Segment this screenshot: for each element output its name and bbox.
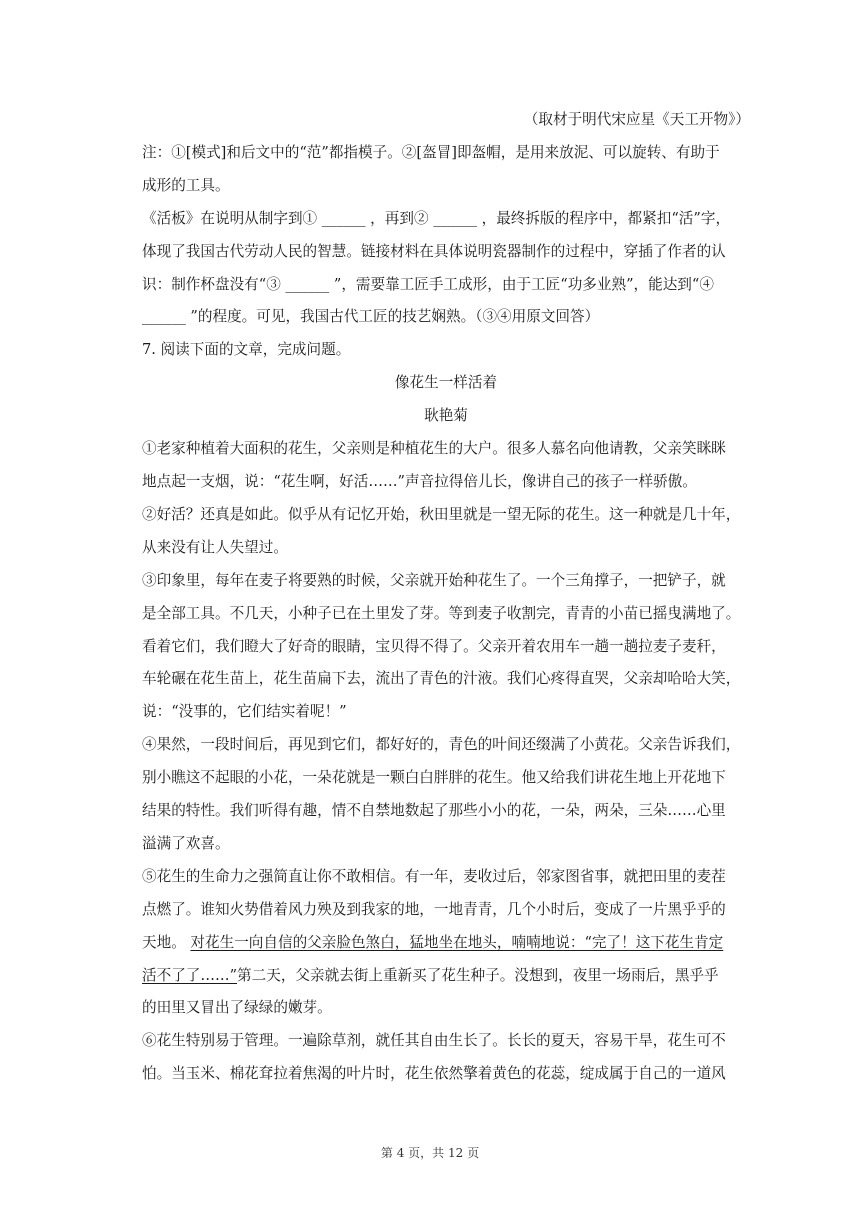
paragraph-line: 点燃了。谁知火势借着风力殃及到我家的地，一地青青，几个小时后，变成了一片黑乎乎的	[142, 900, 726, 918]
plain-text: 第二天，父亲就去街上重新买了花生种子。没想到，夜里一场雨后，黑乎乎	[237, 966, 719, 984]
paragraph-line	[142, 960, 750, 993]
paragraph-line: ⑤花生的生命力之强简直让你不敢相信。有一年，麦收过后，邻家图省事，就把田里的麦茬	[142, 867, 726, 885]
paragraph-line: 地点起一支烟，说：“花生啊，好活……”声音拉得倍儿长，像讲自己的孩子一样骄傲。	[142, 472, 697, 490]
paragraph-line: 结果的特性。我们听得有趣，情不自禁地数起了那些小小的花，一朵，两朵，三朵……心里	[142, 802, 726, 820]
paragraph-line: 怕。当玉米、棉花耷拉着焦渴的叶片时，花生依然擎着黄色的花蕊，绽成属于自己的一道风	[142, 1065, 726, 1083]
underlined-sentence: 对花生一向自信的父亲脸色煞白，猛地坐在地头，喃喃地说：“完了！这下花生肯定	[190, 933, 724, 951]
article-title: 像花生一样活着	[394, 374, 498, 392]
plain-text: 天地。	[142, 933, 191, 951]
article-paragraphs	[142, 433, 750, 927]
source-citation: （取材于明代宋应星《天工开物》）	[523, 111, 750, 128]
paragraph-line: ④果然，一段时间后，再见到它们，都好好的，青色的叶间还缀满了小黄花。父亲告诉我们，	[142, 736, 741, 754]
paragraph-line: 溢满了欢喜。	[142, 834, 230, 852]
paragraph-line: ②好活？还真是如此。似乎从有记忆开始，秋田里就是一望无际的花生。这一种就是几十年，	[142, 505, 741, 523]
paragraph-line: 车轮碾在花生苗上，花生苗扁下去，流出了青色的汁液。我们心疼得直哭，父亲却哈哈大笑，	[142, 670, 741, 688]
note-line: 注：①[模式]和后文中的“范”都指模子。②[盔冒]即盔帽，是用来放泥、可以旋转、有助于	[142, 143, 720, 161]
question-6-line: ______ ”的程度。可见，我国古代工匠的技艺娴熟。（③④用原文回答）	[142, 308, 600, 326]
question-6-line: 体现了我国古代劳动人民的智慧。链接材料在具体说明瓷器制作的过程中，穿插了作者的认	[142, 242, 726, 260]
article-author: 耿艳菊	[424, 407, 468, 425]
paragraph-line: 从来没有让人失望过。	[142, 538, 288, 556]
note-line: 成形的工具。	[142, 176, 230, 194]
paragraph-line: ①老家种植着大面积的花生，父亲则是种植花生的大户。很多人慕名向他请教，父亲笑眯眯	[142, 440, 726, 458]
question-7-intro: 7. 阅读下面的文章，完成问题。	[142, 341, 351, 359]
paragraph-line	[142, 927, 750, 960]
page-footer: 第 4 页，共 12 页	[380, 1146, 480, 1160]
paragraph-line: ⑥花生特别易于管理。一遍除草剂，就任其自由生长了。长长的夏天，容易干旱，花生可不	[142, 1032, 726, 1050]
paragraph-line: 是全部工具。不几天，小种子已在土里发了芽。等到麦子收割完，青青的小苗已摇曳满地了。	[142, 604, 741, 622]
paragraph-line: 说：“没事的，它们结实着呢！”	[142, 703, 347, 721]
question-6-line: 《活板》在说明从制字到① ______ ，再到② ______ ，最终拆版的程序中，都紧扣“活”字，	[142, 209, 731, 227]
question-6-line: 识：制作杯盘没有“③ ______ ”，需要靠工匠手工成形，由于工匠“功多业熟”，能达到“④	[142, 275, 714, 293]
paragraph-line: 的田里又冒出了绿绿的嫩芽。	[142, 999, 332, 1017]
document-body	[142, 104, 750, 1091]
underlined-sentence: 活不了了……”	[142, 966, 238, 984]
paragraph-line: 别小瞧这不起眼的小花，一朵花就是一颗白白胖胖的花生。他又给我们讲花生地上开花地下	[142, 769, 726, 787]
paragraph-line: ③印象里，每年在麦子将要熟的时候，父亲就开始种花生了。一个三角撑子，一把铲子，就	[142, 571, 726, 589]
paragraph-line: 看着它们，我们瞪大了好奇的眼睛，宝贝得不得了。父亲开着农用车一趟一趟拉麦子麦秆，	[142, 637, 726, 655]
